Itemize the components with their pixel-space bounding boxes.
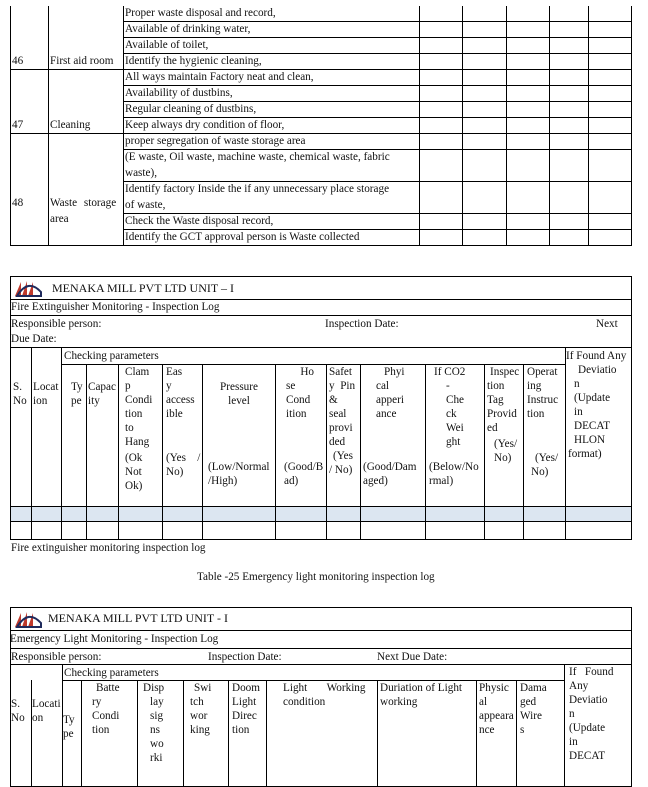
- check-item: All ways maintain Factory neat and clean,: [125, 71, 314, 83]
- col-type: Ty pe: [71, 381, 83, 407]
- row-47-item: Cleaning: [50, 119, 91, 131]
- col-physical: Phyi cal apperi ance: [376, 366, 405, 420]
- check-item: Available of toilet,: [125, 39, 209, 51]
- log-title: Fire Extinguisher Monitoring - Inspection Log: [11, 301, 220, 313]
- col-display-signs: Disp lay sig ns wo rki: [143, 682, 165, 764]
- col-safety-pin: Safet y Pin & seal provi ded (Yes / No): [329, 366, 356, 476]
- check-item: Identify the hygienic cleaning,: [125, 55, 262, 67]
- next-label: Next: [596, 318, 618, 330]
- col-co2: If CO2 - Che ck Wei ght: [434, 366, 466, 448]
- row-48-number: 48: [12, 197, 24, 209]
- col-switch: Swi tch wor king: [190, 682, 212, 736]
- col-location: Locat ion: [33, 381, 59, 407]
- row-48-item-cont: area: [50, 213, 69, 225]
- check-item: Regular cleaning of dustbins,: [125, 103, 257, 115]
- row-47-number: 47: [12, 119, 24, 131]
- checking-parameters-label: Checking parameters: [64, 350, 159, 362]
- table-caption: Table -25 Emergency light monitoring inspection log: [197, 571, 435, 583]
- responsible-person-label: Responsible person:: [11, 651, 102, 663]
- highlight-row: [11, 507, 631, 521]
- check-item: waste),: [125, 167, 157, 179]
- check-item: Proper waste disposal and record,: [125, 7, 276, 19]
- col-easy-access: Eas y access ible (Yes / No): [166, 366, 201, 478]
- check-item: Available of drinking water,: [125, 23, 251, 35]
- check-item: of waste,: [125, 199, 166, 211]
- company-name: MENAKA MILL PVT LTD UNIT - I: [48, 611, 228, 625]
- check-item: Availability of dustbins,: [125, 87, 233, 99]
- next-due-date-label: Next Due Date:: [377, 651, 448, 663]
- col-battery: Batte ry Condi tion: [92, 682, 120, 736]
- checking-parameters-label: Checking parameters: [64, 667, 159, 679]
- company-logo-icon: [13, 278, 43, 298]
- col-doom-light: Doom Light Direc tion: [232, 682, 260, 736]
- col-capacity: Capac ity: [88, 381, 116, 407]
- col-deviation: If Found Any Deviatio n (Update in DECAT: [569, 666, 614, 762]
- check-item: Keep always dry condition of floor,: [125, 119, 285, 131]
- row-48-item: Waste storage: [50, 197, 117, 209]
- col-co2-values: (Below/No rmal): [429, 461, 479, 487]
- col-damaged-wires: Dama ged Wire s: [520, 682, 547, 736]
- col-sno: S. No: [13, 381, 27, 407]
- col-type: Ty pe: [63, 714, 75, 740]
- col-operating-instruction: Operat ing Instruc tion (Yes/ No): [527, 366, 559, 478]
- check-item: proper segregation of waste storage area: [125, 135, 306, 147]
- fire-log-caption: Fire extinguisher monitoring inspection log: [11, 542, 206, 554]
- col-pressure-values: (Low/Normal /High): [208, 461, 270, 487]
- check-item: (E waste, Oil waste, machine waste, chemical waste, fabric: [125, 151, 390, 163]
- row-46-number: 46: [12, 55, 24, 67]
- inspection-date-label: Inspection Date:: [208, 651, 282, 663]
- company-logo-icon: [13, 609, 43, 629]
- col-duration: Duriation of Light working: [380, 682, 463, 708]
- col-pressure: Pressure level: [220, 381, 258, 407]
- col-hose-values: (Good/B ad): [284, 461, 324, 487]
- row-46-item: First aid room: [50, 55, 114, 67]
- inspection-date-label: Inspection Date:: [325, 318, 399, 330]
- col-physical-values: (Good/Dam aged): [363, 461, 417, 487]
- col-light-working: Light Working condition: [283, 682, 366, 708]
- check-item: Check the Waste disposal record,: [125, 215, 274, 227]
- col-sno: S. No: [11, 698, 25, 724]
- col-deviation: If Found Any Deviatio n (Update in DECAT HLON format): [566, 350, 627, 460]
- col-inspection-tag: Inspec tion Tag Provid ed (Yes/ No): [487, 366, 520, 464]
- responsible-person-label: Responsible person:: [11, 318, 102, 330]
- check-item: Identify factory Inside the if any unnecessary place storage: [125, 183, 390, 195]
- company-name: MENAKA MILL PVT LTD UNIT – I: [52, 281, 234, 295]
- col-clamp: Clam p Condi tion to Hang (Ok Not Ok): [125, 366, 153, 492]
- col-location: Locati on: [32, 698, 61, 724]
- check-item: Identify the GCT approval person is Waste collected: [125, 231, 360, 243]
- col-physical: Physic al appeara nce: [479, 682, 514, 736]
- due-date-label: Due Date:: [11, 333, 57, 345]
- col-hose: Ho se Cond ition: [286, 366, 314, 420]
- log-title: Emergency Light Monitoring - Inspection Log: [10, 633, 219, 645]
